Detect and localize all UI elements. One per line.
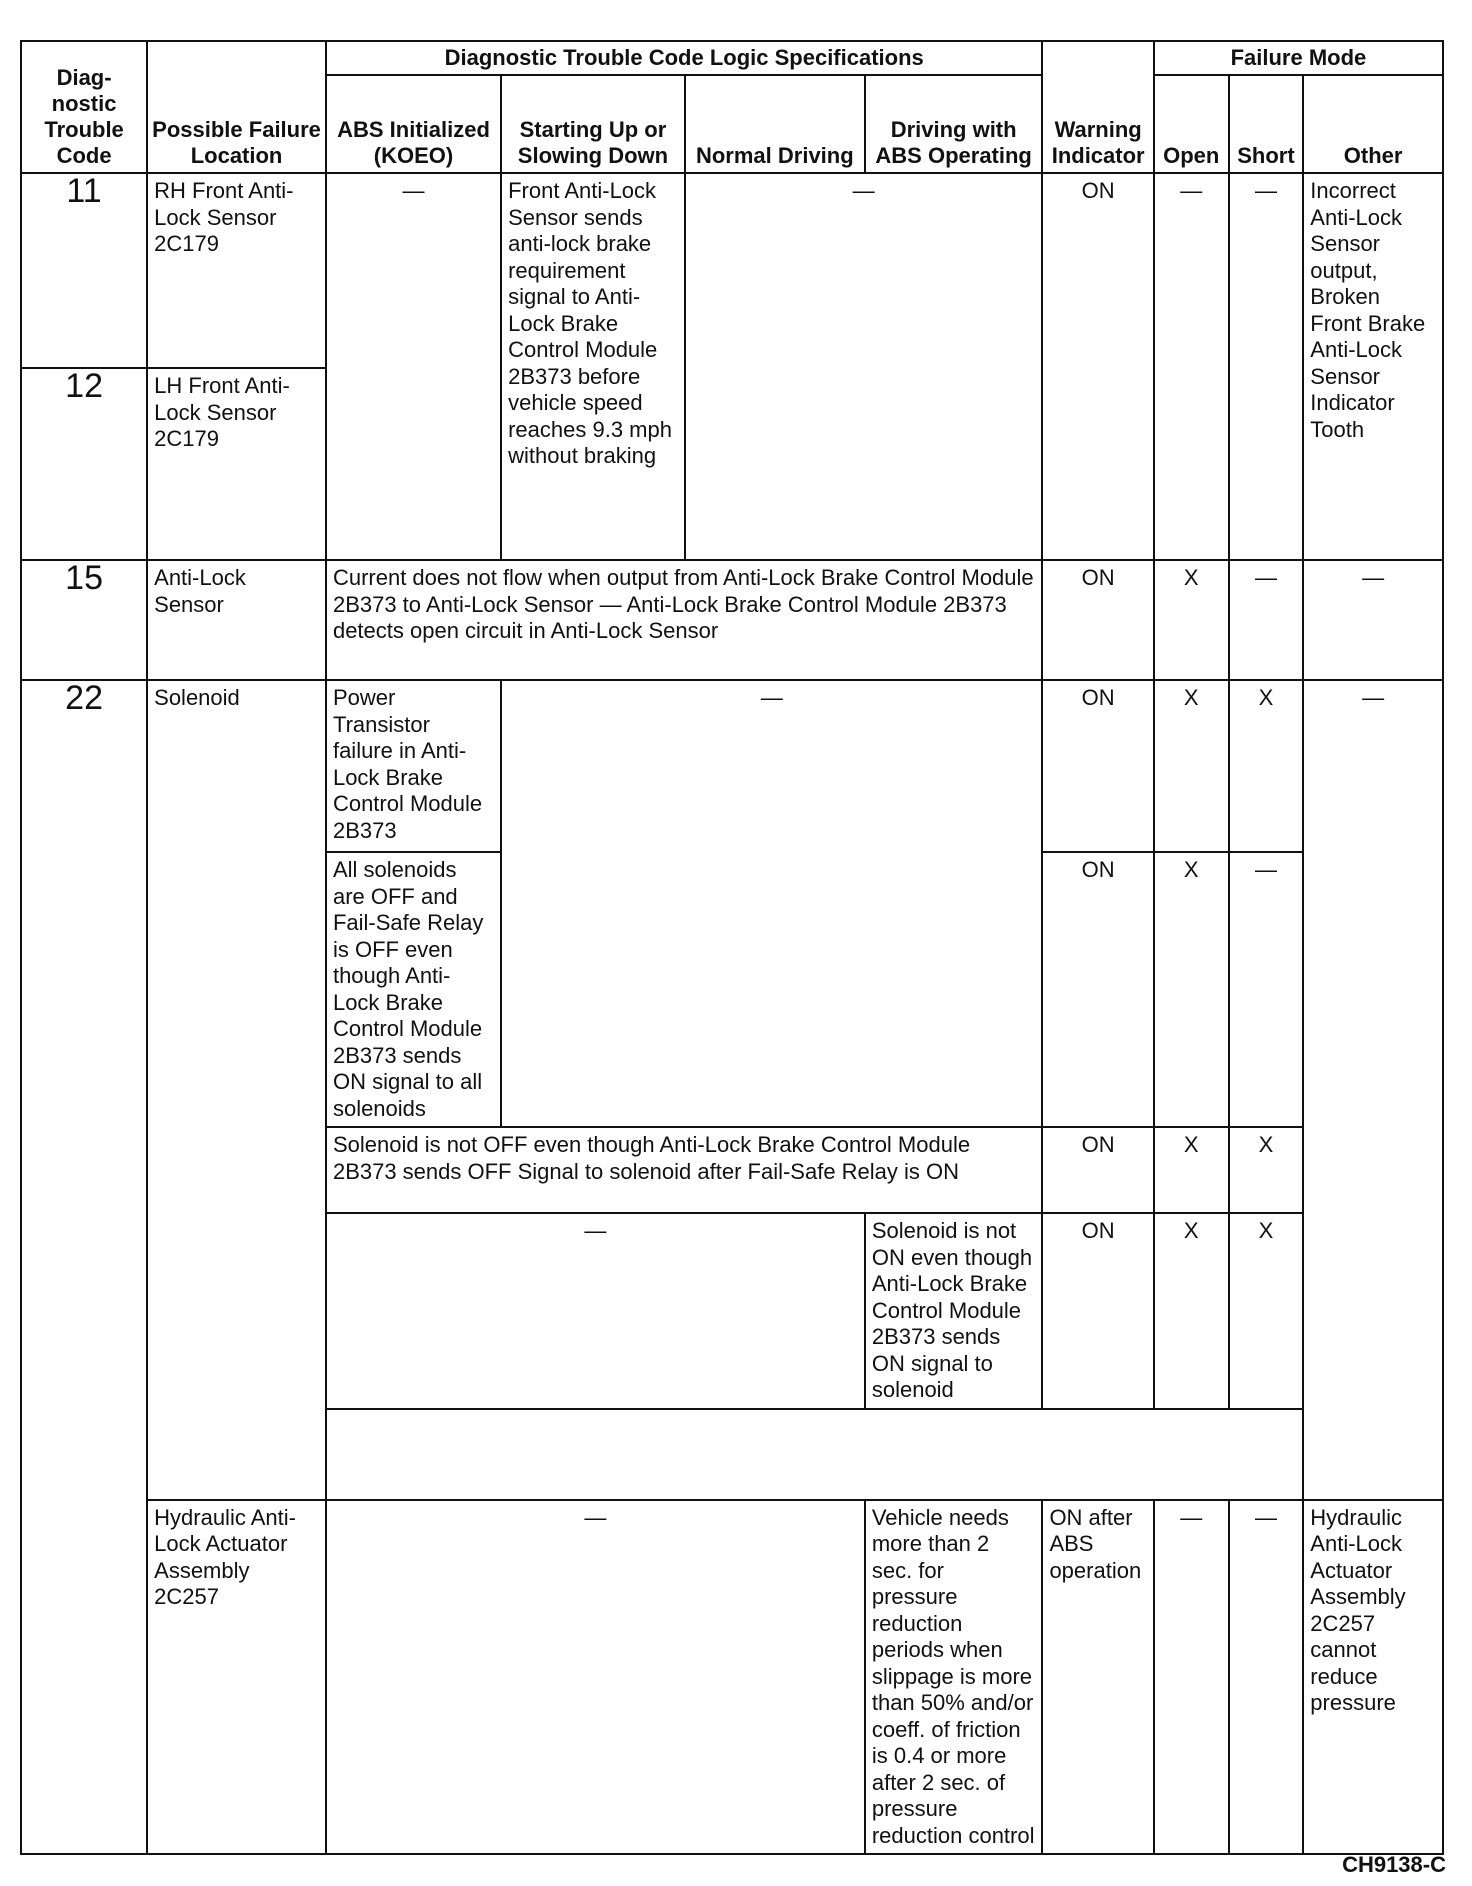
open-solenoid-row4: X xyxy=(1154,1213,1229,1409)
location-rh-front-sensor: RH Front Anti-Lock Sensor 2C179 xyxy=(147,173,326,368)
location-anti-lock-sensor: Anti-Lock Sensor xyxy=(147,560,326,680)
abs-init-solenoid-row2: All solenoids are OFF and Fail-Safe Relay is OFF even though Anti-Lock Brake Control Module 2B373 sends ON signal to all solenoids xyxy=(326,852,501,1127)
other-solenoid: — xyxy=(1303,680,1443,1500)
location-lh-front-sensor: LH Front Anti-Lock Sensor 2C179 xyxy=(147,368,326,560)
header-starting: Starting Up or Slowing Down xyxy=(501,75,685,173)
normal-driving-dtc11: — xyxy=(685,173,1043,560)
dtc-code-12: 12 xyxy=(21,368,147,560)
location-hydraulic-actuator: Hydraulic Anti-Lock Actuator Assembly 2C257 xyxy=(147,1500,326,1855)
short-solenoid-row4: X xyxy=(1229,1213,1304,1409)
other-dtc11: Incorrect Anti-Lock Sensor output, Broken Front Brake Anti-Lock Sensor Indicator Tooth xyxy=(1303,173,1443,560)
abs-init-solenoid-row1: Power Transistor failure in Anti-Lock Brake Control Module 2B373 xyxy=(326,680,501,852)
short-dtc15: — xyxy=(1229,560,1304,680)
table-row-dtc-15 xyxy=(21,560,1443,680)
warning-solenoid-row4: ON xyxy=(1042,1213,1153,1409)
dtc-code-11: 11 xyxy=(21,173,147,368)
open-dtc15: X xyxy=(1154,560,1229,680)
logic-dtc15: Current does not flow when output from Anti-Lock Brake Control Module 2B373 to Anti-Lock Sensor — Anti-Lock Brake Control Module 2B373 detects open circuit in Anti-Lock Sensor xyxy=(326,560,1042,680)
table-row-dtc-22-solenoid-1 xyxy=(21,680,1443,852)
warning-hydraulic: ON after ABS operation xyxy=(1042,1500,1153,1855)
figure-id: CH9138-C xyxy=(1342,1852,1446,1877)
short-solenoid-row2: — xyxy=(1229,852,1304,1127)
header-warning: Warning Indicator xyxy=(1042,41,1153,173)
header-driving-abs: Driving with ABS Operating xyxy=(865,75,1043,173)
header-failure-group: Failure Mode xyxy=(1154,41,1443,75)
dtc-code-22: 22 xyxy=(21,680,147,1854)
logic-solenoid-row1: — xyxy=(501,680,1042,1127)
header-logic-group: Diagnostic Trouble Code Logic Specifications xyxy=(326,41,1042,75)
short-solenoid-row1: X xyxy=(1229,680,1304,852)
open-dtc11: — xyxy=(1154,173,1229,560)
header-other: Other xyxy=(1303,75,1443,173)
open-solenoid-row2: X xyxy=(1154,852,1229,1127)
header-short: Short xyxy=(1229,75,1304,173)
short-dtc11: — xyxy=(1229,173,1304,560)
warning-dtc11: ON xyxy=(1042,173,1153,560)
dtc-logic-table xyxy=(20,40,1444,1855)
starting-dtc11: Front Anti-Lock Sensor sends anti-lock brake requirement signal to Anti-Lock Brake Control Module 2B373 before vehicle speed reaches 9.3 mph without braking xyxy=(501,173,685,560)
header-location: Possible Failure Location xyxy=(147,41,326,173)
table-row-dtc-22-hydraulic xyxy=(21,1500,1443,1855)
abs-init-dtc11: — xyxy=(326,173,501,560)
other-hydraulic: Hydraulic Anti-Lock Actuator Assembly 2C257 cannot reduce pressure xyxy=(1303,1500,1443,1855)
header-abs-init: ABS Initialized (KOEO) xyxy=(326,75,501,173)
header-open: Open xyxy=(1154,75,1229,173)
open-solenoid-row3: X xyxy=(1154,1127,1229,1213)
header-code: Diag-nostic Trouble Code xyxy=(21,41,147,173)
other-dtc15: — xyxy=(1303,560,1443,680)
open-solenoid-row1: X xyxy=(1154,680,1229,852)
header-row-1 xyxy=(21,41,1443,75)
logic-solenoid-row3: Solenoid is not OFF even though Anti-Lock Brake Control Module 2B373 sends OFF Signal to solenoid after Fail-Safe Relay is ON xyxy=(326,1127,1042,1213)
table-row-dtc-11 xyxy=(21,173,1443,368)
driving-abs-hydraulic: Vehicle needs more than 2 sec. for pressure reduction periods when slippage is more than 50% and/or coeff. of friction is 0.4 or more after 2 sec. of pressure reduction control xyxy=(865,1500,1043,1855)
short-hydraulic: — xyxy=(1229,1500,1304,1855)
header-normal: Normal Driving xyxy=(685,75,865,173)
driving-abs-solenoid-row4: Solenoid is not ON even though Anti-Lock Brake Control Module 2B373 sends ON signal to solenoid xyxy=(865,1213,1043,1409)
warning-dtc15: ON xyxy=(1042,560,1153,680)
logic-solenoid-row4: — xyxy=(326,1213,865,1409)
location-solenoid: Solenoid xyxy=(147,680,326,1500)
open-hydraulic: — xyxy=(1154,1500,1229,1855)
warning-solenoid-row3: ON xyxy=(1042,1127,1153,1213)
warning-solenoid-row2: ON xyxy=(1042,852,1153,1127)
short-solenoid-row3: X xyxy=(1229,1127,1304,1213)
warning-solenoid-row1: ON xyxy=(1042,680,1153,852)
dtc-code-15: 15 xyxy=(21,560,147,680)
logic-hydraulic: — xyxy=(326,1500,865,1855)
